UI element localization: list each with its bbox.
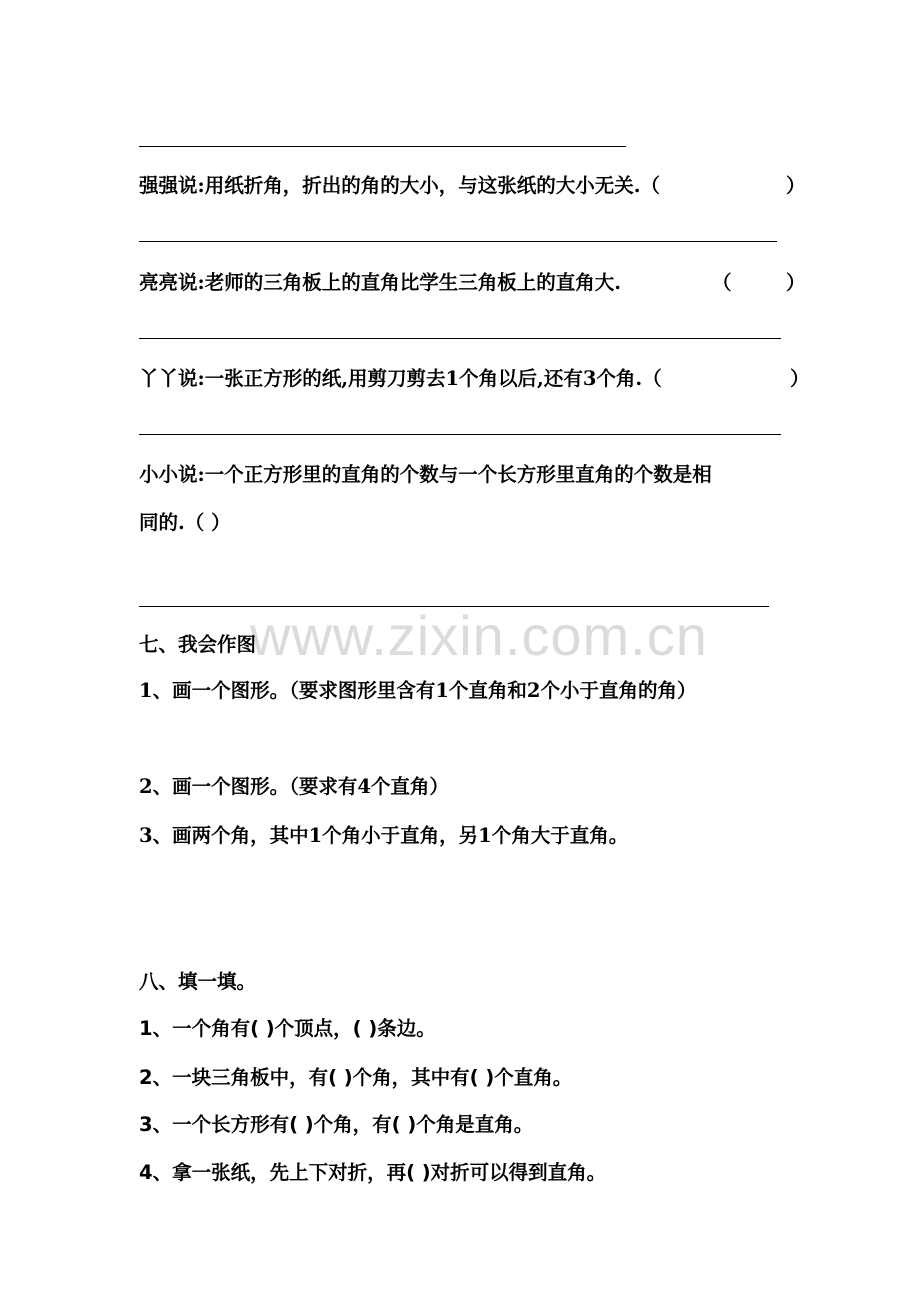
statement-xiaoxiao: 小小说:一个正方形里的直角的个数与一个长方形里直角的个数是相 xyxy=(139,463,712,486)
statement-xiaoxiao-continued: 同的.（ ） xyxy=(139,511,231,534)
statement-liangliang-close-paren: ） xyxy=(786,271,806,294)
watermark: www.zixin.com.cn xyxy=(250,604,708,667)
section7-title: 七、我会作图 xyxy=(139,633,257,656)
statement-qiangqiang-close-paren: ） xyxy=(786,174,806,197)
statement-yaya: 丫丫说:一张正方形的纸,用剪刀剪去1个角以后,还有3个角.（ xyxy=(139,367,662,390)
section8-title: 八、填一填。 xyxy=(139,970,257,993)
answer-line xyxy=(139,241,777,242)
answer-line xyxy=(139,146,626,147)
statement-yaya-close-paren: ） xyxy=(790,367,810,390)
answer-line xyxy=(139,434,781,435)
statement-qiangqiang: 强强说:用纸折角，折出的角的大小，与这张纸的大小无关.（ xyxy=(139,174,660,197)
answer-line xyxy=(139,338,781,339)
section7-item-1: 1、画一个图形。（要求图形里含有1个直角和2个小于直角的角） xyxy=(139,679,697,702)
section8-item-1: 1、一个角有( )个顶点，( )条边。 xyxy=(139,1017,436,1040)
section8-item-4: 4、拿一张纸，先上下对折，再( )对折可以得到直角。 xyxy=(139,1161,607,1184)
section8-item-3: 3、一个长方形有( )个角，有( )个角是直角。 xyxy=(139,1113,534,1136)
section7-item-3: 3、画两个角，其中1个角小于直角，另1个角大于直角。 xyxy=(139,824,629,847)
section8-item-2: 2、一块三角板中，有( )个角，其中有( )个直角。 xyxy=(139,1066,573,1089)
section7-item-2: 2、画一个图形。（要求有4个直角） xyxy=(139,775,449,798)
statement-liangliang-open-paren: （ xyxy=(712,271,732,294)
statement-liangliang: 亮亮说:老师的三角板上的直角比学生三角板上的直角大. xyxy=(139,271,621,294)
